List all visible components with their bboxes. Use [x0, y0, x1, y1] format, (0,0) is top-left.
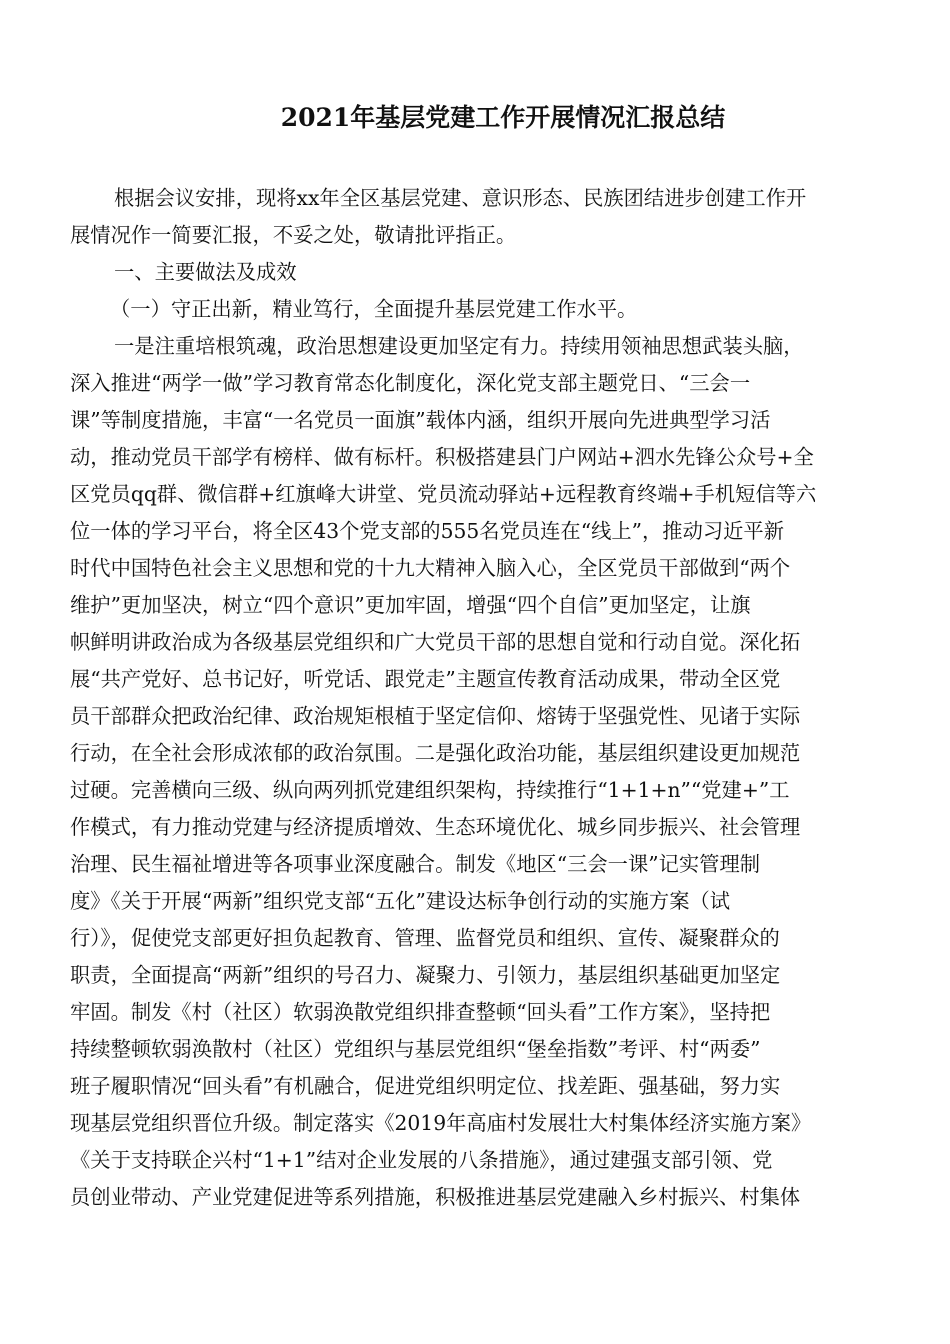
- paragraph-line: 度》《关于开展“两新”组织党支部“五化”建设达标争创行动的实施方案（试: [70, 889, 731, 913]
- paragraph-line: 行）》，促使党支部更好担负起教育、管理、监督党员和组织、宣传、凝聚群众的: [70, 926, 780, 950]
- paragraph-line: 根据会议安排，现将xx年全区基层党建、意识形态、民族团结进步创建工作开: [114, 186, 807, 210]
- paragraph-line: 过硬。完善横向三级、纵向两列抓党建组织架构，持续推行“1+1+n”“党建+”工: [70, 778, 790, 802]
- paragraph-line: 课”等制度措施，丰富“一名党员一面旗”载体内涵，组织开展向先进典型学习活: [70, 408, 771, 432]
- paragraph-line: 职责，全面提高“两新”组织的号召力、凝聚力、引领力，基层组织基础更加坚定: [70, 963, 781, 987]
- paragraph-line: 牢固。制发《村（社区）软弱涣散党组织排查整顿“回头看”工作方案》，坚持把: [70, 1000, 771, 1024]
- paragraph-line: 员干部群众把政治纪律、政治规矩根植于坚定信仰、熔铸于坚强党性、见诸于实际: [70, 704, 801, 728]
- paragraph-line: 现基层党组织晋位升级。制定落实《2019年高庙村发展壮大村集体经济实施方案》: [70, 1111, 812, 1135]
- paragraph-line: 动，推动党员干部学有榜样、做有标杆。积极搭建县门户网站+泗水先锋公众号+全: [70, 445, 814, 469]
- paragraph-line: 员创业带动、产业党建促进等系列措施，积极推进基层党建融入乡村振兴、村集体: [70, 1185, 801, 1209]
- paragraph-line: 展情况作一简要汇报，不妥之处，敬请批评指正。: [70, 223, 517, 247]
- paragraph-line: 持续整顿软弱涣散村（社区）党组织与基层党组织“堡垒指数”考评、村“两委”: [70, 1037, 761, 1061]
- subsection-heading: （一）守正出新，精业笃行，全面提升基层党建工作水平。: [110, 297, 638, 321]
- paragraph-line: 治理、民生福祉增进等各项事业深度融合。制发《地区“三会一课”记实管理制: [70, 852, 761, 876]
- paragraph-line: 时代中国特色社会主义思想和党的十九大精神入脑入心，全区党员干部做到“两个: [70, 556, 791, 580]
- paragraph-line: 深入推进“两学一做”学习教育常态化制度化，深化党支部主题党日、“三会一: [70, 371, 751, 395]
- paragraph-line: 作模式，有力推动党建与经济提质增效、生态环境优化、城乡同步振兴、社会管理: [70, 815, 801, 839]
- paragraph-line: 行动，在全社会形成浓郁的政治氛围。二是强化政治功能，基层组织建设更加规范: [70, 741, 801, 765]
- paragraph-line: 帜鲜明讲政治成为各级基层党组织和广大党员干部的思想自觉和行动自觉。深化拓: [70, 630, 801, 654]
- paragraph-line: 位一体的学习平台，将全区43个党支部的555名党员连在“线上”，推动习近平新: [70, 519, 784, 543]
- paragraph-line: 班子履职情况“回头看”有机融合，促进党组织明定位、找差距、强基础，努力实: [70, 1074, 781, 1098]
- paragraph-line: 《关于支持联企兴村“1+1”结对企业发展的八条措施》，通过建强支部引领、党: [70, 1148, 773, 1172]
- document-body: [70, 180, 884, 1216]
- document-title: 2021年基层党建工作开展情况汇报总结: [280, 103, 726, 132]
- section-heading: 一、主要做法及成效: [114, 260, 297, 284]
- paragraph-line: 区党员qq群、微信群+红旗峰大讲堂、党员流动驿站+远程教育终端+手机短信等六: [70, 482, 817, 506]
- paragraph-line: 展“共产党好、总书记好，听党话、跟党走”主题宣传教育活动成果，带动全区党: [70, 667, 781, 691]
- paragraph-line: 维护”更加坚决，树立“四个意识”更加牢固，增强“四个自信”更加坚定，让旗: [70, 593, 751, 617]
- paragraph-line: 一是注重培根筑魂，政治思想建设更加坚定有力。持续用领袖思想武装头脑，: [114, 334, 804, 358]
